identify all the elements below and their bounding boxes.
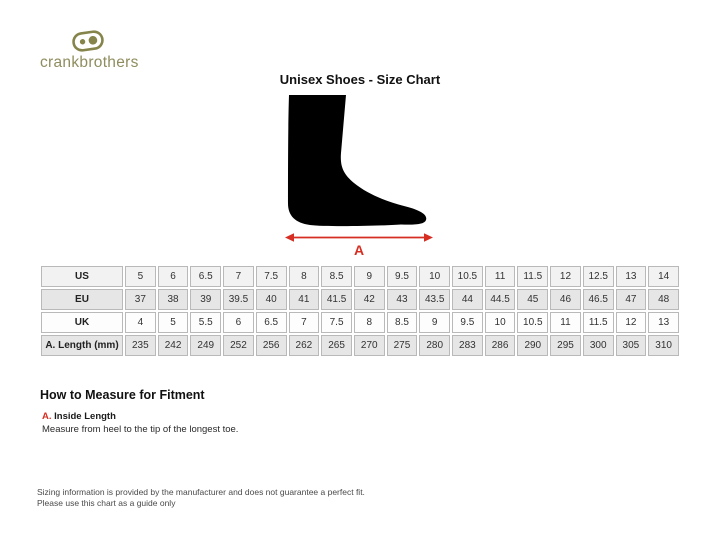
size-cell: 47 (616, 289, 647, 310)
size-cell: 7.5 (321, 312, 352, 333)
size-cell: 249 (190, 335, 221, 356)
size-cell: 8.5 (321, 266, 352, 287)
size-cell: 11 (550, 312, 581, 333)
size-cell: 8.5 (387, 312, 418, 333)
size-cell: 9.5 (452, 312, 483, 333)
size-cell: 11.5 (583, 312, 614, 333)
size-cell: 9.5 (387, 266, 418, 287)
size-cell: 45 (517, 289, 548, 310)
size-cell: 41.5 (321, 289, 352, 310)
size-cell: 37 (125, 289, 156, 310)
size-cell: 10.5 (517, 312, 548, 333)
measure-heading: How to Measure for Fitment (40, 388, 205, 402)
page-title: Unisex Shoes - Size Chart (279, 72, 441, 87)
foot-measurement-diagram (284, 95, 434, 257)
size-cell: 252 (223, 335, 254, 356)
size-cell: 286 (485, 335, 516, 356)
size-cell: 39.5 (223, 289, 254, 310)
row-header: A. Length (mm) (41, 335, 123, 356)
size-cell: 39 (190, 289, 221, 310)
size-cell: 300 (583, 335, 614, 356)
footer-line-2: Please use this chart as a guide only (37, 498, 176, 508)
table-row (41, 289, 679, 310)
table-row (41, 335, 679, 356)
size-table-body (41, 266, 679, 356)
row-header: US (41, 266, 123, 287)
size-cell: 235 (125, 335, 156, 356)
size-cell: 280 (419, 335, 450, 356)
size-cell: 5.5 (190, 312, 221, 333)
table-row (41, 266, 679, 287)
size-cell: 295 (550, 335, 581, 356)
size-cell: 7.5 (256, 266, 287, 287)
size-cell: 5 (158, 312, 189, 333)
size-cell: 13 (648, 312, 679, 333)
footer-line-1: Sizing information is provided by the manufacturer and does not guarantee a perfect fit. (37, 487, 365, 497)
size-cell: 256 (256, 335, 287, 356)
size-cell: 40 (256, 289, 287, 310)
size-cell: 46.5 (583, 289, 614, 310)
size-cell: 46 (550, 289, 581, 310)
measurement-label-a: A (353, 242, 365, 258)
size-cell: 12.5 (583, 266, 614, 287)
size-cell: 11 (485, 266, 516, 287)
size-cell: 4 (125, 312, 156, 333)
measure-section (40, 388, 238, 435)
size-cell: 8 (289, 266, 320, 287)
row-header: UK (41, 312, 123, 333)
row-header: EU (41, 289, 123, 310)
size-cell: 262 (289, 335, 320, 356)
size-cell: 13 (616, 266, 647, 287)
measure-item-description: Measure from heel to the tip of the longest toe. (42, 424, 239, 435)
size-cell: 270 (354, 335, 385, 356)
size-cell: 14 (648, 266, 679, 287)
size-cell: 6 (223, 312, 254, 333)
size-cell: 275 (387, 335, 418, 356)
size-cell: 6.5 (256, 312, 287, 333)
size-cell: 44 (452, 289, 483, 310)
measure-item-name: Inside Length (54, 411, 116, 422)
size-cell: 42 (354, 289, 385, 310)
size-cell: 305 (616, 335, 647, 356)
foot-silhouette-image (284, 95, 434, 231)
size-cell: 12 (616, 312, 647, 333)
size-cell: 10 (485, 312, 516, 333)
size-cell: 48 (648, 289, 679, 310)
brand-name: crankbrothers (40, 54, 139, 71)
size-cell: 9 (354, 266, 385, 287)
size-cell: 8 (354, 312, 385, 333)
size-cell: 7 (223, 266, 254, 287)
size-cell: 310 (648, 335, 679, 356)
size-cell: 10.5 (452, 266, 483, 287)
size-cell: 6.5 (190, 266, 221, 287)
size-cell: 283 (452, 335, 483, 356)
size-cell: 290 (517, 335, 548, 356)
crankbrothers-logo-icon (70, 28, 106, 54)
size-cell: 7 (289, 312, 320, 333)
size-cell: 265 (321, 335, 352, 356)
size-table (39, 264, 681, 358)
size-cell: 12 (550, 266, 581, 287)
measure-item-key: A. (42, 411, 52, 422)
size-cell: 41 (289, 289, 320, 310)
footer-disclaimer (37, 487, 365, 509)
size-cell: 44.5 (485, 289, 516, 310)
size-cell: 10 (419, 266, 450, 287)
size-cell: 38 (158, 289, 189, 310)
measure-item-title (42, 411, 238, 422)
size-cell: 242 (158, 335, 189, 356)
size-cell: 43.5 (419, 289, 450, 310)
table-row (41, 312, 679, 333)
size-cell: 9 (419, 312, 450, 333)
size-cell: 43 (387, 289, 418, 310)
size-cell: 6 (158, 266, 189, 287)
size-cell: 5 (125, 266, 156, 287)
size-cell: 11.5 (517, 266, 548, 287)
